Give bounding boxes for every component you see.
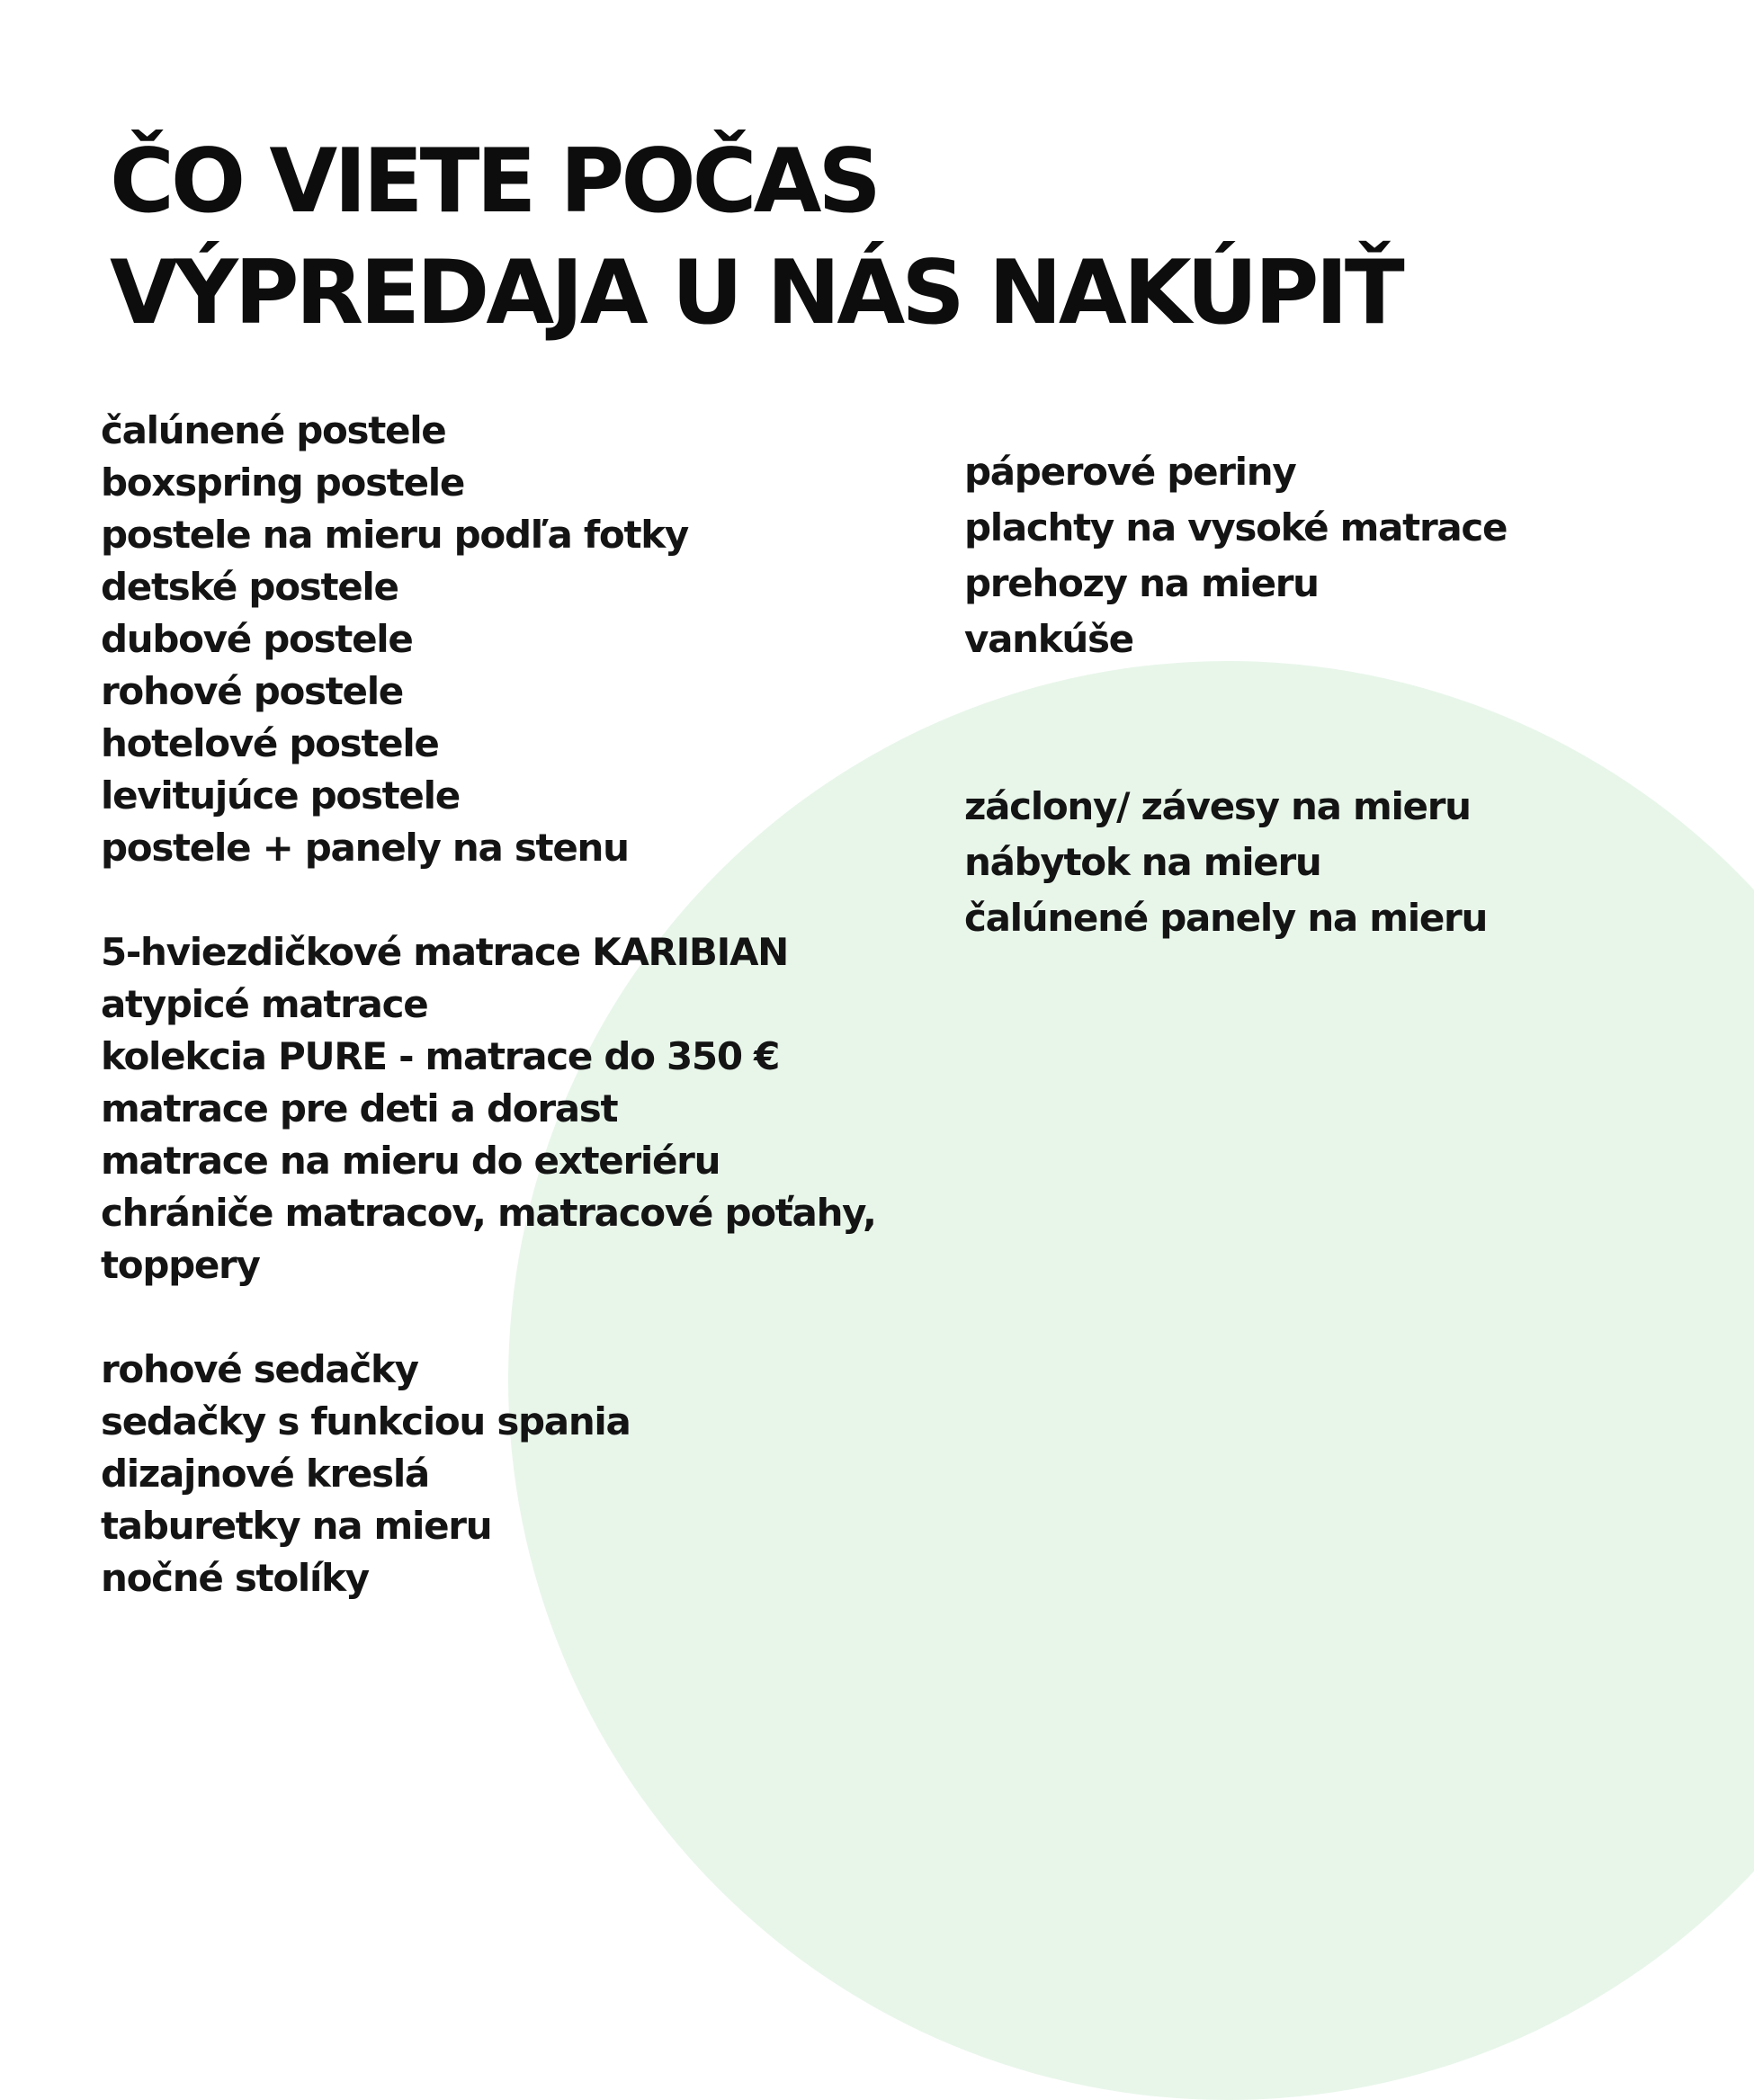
list-item: sedačky s funkciou spania	[101, 1399, 631, 1443]
list-item: hotelové postele	[101, 721, 439, 765]
mattresses-list	[101, 926, 876, 1291]
list-item: postele na mieru podľa fotky	[101, 513, 688, 557]
list-item: 5-hviezdičkové matrace KARIBIAN	[101, 930, 789, 974]
title-line-1: ČO VIETE POČAS	[110, 130, 878, 233]
list-item: toppery	[101, 1243, 260, 1287]
list-item: postele + panely na stenu	[101, 826, 629, 870]
list-item: prehozy na mieru	[964, 561, 1319, 605]
list-item: dubové postele	[101, 617, 413, 661]
beds-list	[101, 405, 876, 874]
seating-list	[101, 1344, 876, 1604]
right-column	[964, 444, 1507, 946]
list-item: taburetky na mieru	[101, 1504, 492, 1548]
list-item: vankúše	[964, 617, 1133, 661]
list-item: nočné stolíky	[101, 1556, 369, 1600]
list-item: matrace na mieru do exteriéru	[101, 1139, 720, 1183]
title-line-2: VÝPREDAJA U NÁS NAKÚPIŤ	[110, 242, 1401, 344]
list-item: nábytok na mieru	[964, 840, 1321, 884]
list-item: páperové periny	[964, 450, 1296, 494]
list-item: záclony/ závesy na mieru	[964, 784, 1471, 828]
list-item: matrace pre deti a dorast	[101, 1086, 618, 1130]
list-item: chrániče matracov, matracové poťahy,	[101, 1191, 876, 1235]
list-item: čalúnené panely na mieru	[964, 896, 1488, 940]
custom-made-list	[964, 779, 1507, 946]
left-column	[101, 405, 876, 1604]
page-title	[110, 126, 1401, 349]
list-item: čalúnené postele	[101, 408, 446, 452]
textiles-list	[964, 444, 1507, 667]
list-item: levitujúce postele	[101, 773, 460, 818]
list-item: dizajnové kreslá	[101, 1452, 429, 1496]
list-item: plachty na vysoké matrace	[964, 505, 1508, 550]
list-item: detské postele	[101, 565, 398, 609]
list-item: boxspring postele	[101, 460, 465, 505]
list-item: rohové sedačky	[101, 1347, 418, 1391]
list-item: atypicé matrace	[101, 982, 428, 1026]
list-item: kolekcia PURE - matrace do 350 €	[101, 1034, 780, 1078]
list-item: rohové postele	[101, 669, 403, 713]
